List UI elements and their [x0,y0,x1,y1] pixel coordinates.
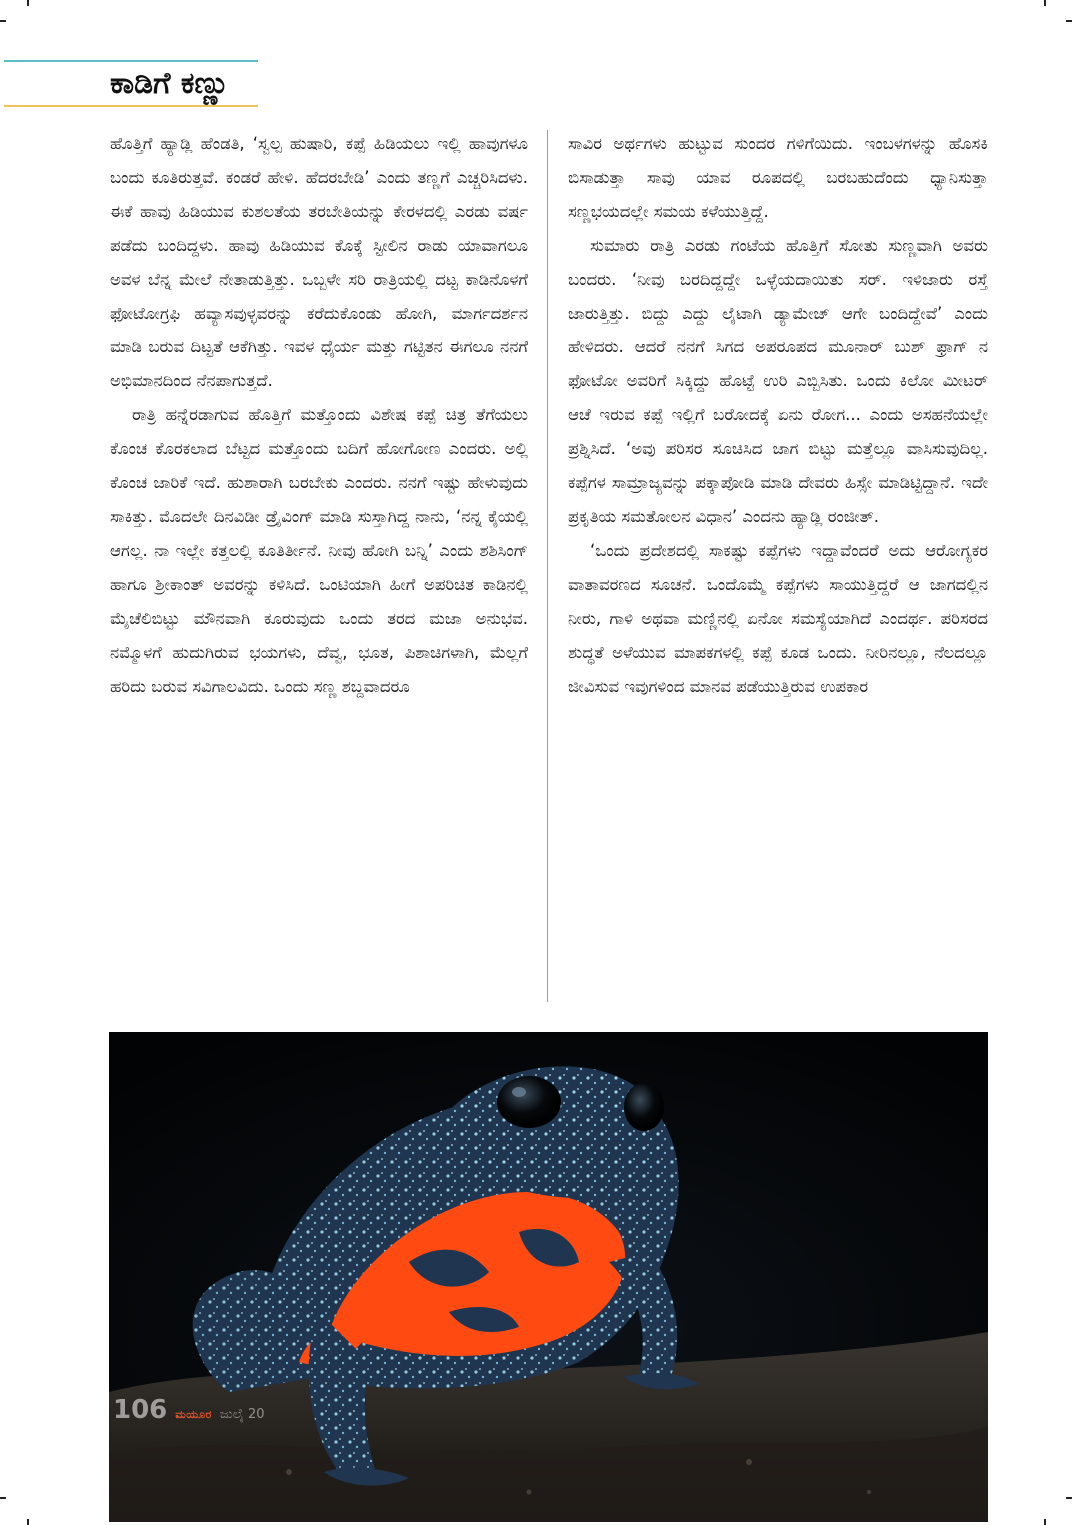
article-paragraph: ರಾತ್ರಿ ಹನ್ನೆರಡಾಗುವ ಹೊತ್ತಿಗೆ ಮತ್ತೊಂದು ವಿಶೇಷ ಕಪ್ಪೆ ಚಿತ್ರ ತೆಗೆಯಲು ಕೊಂಚ ಕೊರಕಲಾದ ಬೆಟ್ಟದ ಮತ್ತೊಂದು ಬದಿಗೆ ಹೋಗೋಣ ಎಂದರು. ಅಲ್ಲಿ ಕೊಂಚ ಜಾರಿಕೆ ಇದೆ. ಹುಶಾರಾಗಿ ಬರಬೇಕು ಎಂದರು. ನನಗೆ ಇಷ್ಟು ಹೇಳುವುದು ಸಾಕಿತ್ತು. ಮೊದಲೇ ದಿನವಿಡೀ ಡ್ರೈವಿಂಗ್ ಮಾಡಿ ಸುಸ್ತಾಗಿದ್ದ ನಾನು, ‘ನನ್ನ ಕೈಯಲ್ಲಿ ಆಗಲ್ಲ. ನಾ ಇಲ್ಲೇ ಕತ್ತಲಲ್ಲಿ ಕೂತಿರ್ತೀನೆ. ನೀವು ಹೋಗಿ ಬನ್ನಿ’ ಎಂದು ಶಶಿಸಿಂಗ್ ಹಾಗೂ ಶ್ರೀಕಾಂತ್ ಅವರನ್ನು ಕಳಿಸಿದೆ. ಒಂಟಿಯಾಗಿ ಹೀಗೆ ಅಪರಿಚಿತ ಕಾಡಿನಲ್ಲಿ ಮೈಚೆಲಿಬಿಟ್ಟು ಮೌನವಾಗಿ ಕೂರುವುದು ಒಂದು ತರದ ಮಜಾ ಅನುಭವ. ನಮ್ಮೊಳಗೆ ಹುದುಗಿರುವ ಭಯಗಳು, ದೆವ್ವ, ಭೂತ, ಪಿಶಾಚಿಗಳಾಗಿ, ಮೆಲ್ಲಗೆ ಹರಿದು ಬರುವ ಸವಿಗಾಲವಿದು. ಒಂದು ಸಣ್ಣ ಶಬ್ದವಾದರೂ [110,405,528,696]
crop-mark-bottom-left [27,1519,29,1525]
magazine-name: ಮಯೂರ [175,1408,212,1421]
crop-mark-right-upper [1066,20,1072,22]
crop-mark-top-right [1044,0,1046,6]
page-number: 106 [113,1395,168,1425]
crop-mark-left-lower [0,1497,6,1499]
frog-eye-right [624,1083,664,1131]
frog-illustration [109,1032,988,1522]
issue-date: ಜುಲೈ 20 [219,1407,265,1422]
frog-eye-left [497,1076,561,1128]
section-title: ಕಾಡಿಗೆ ಕಣ್ಣು [110,66,230,101]
article-column-right [568,127,988,1007]
page-folio [113,1395,265,1423]
article-paragraph: ಸಾವಿರ ಅರ್ಥಗಳು ಹುಟ್ಟುವ ಸುಂದರ ಗಳಿಗೆಯಿದು. ಇಂಬಳಗಳನ್ನು ಹೊಸಕಿ ಬಿಸಾಡುತ್ತಾ ಸಾವು ಯಾವ ರೂಪದಲ್ಲಿ ಬರಬಹುದೆಂದು ಧ್ಯಾನಿಸುತ್ತಾ ಸಣ್ಣಭಯದಲ್ಲೇ ಸಮಯ ಕಳೆಯುತ್ತಿದ್ದೆ. [568,134,988,221]
article-paragraph: ಸುಮಾರು ರಾತ್ರಿ ಎರಡು ಗಂಟೆಯ ಹೊತ್ತಿಗೆ ಸೋತು ಸುಣ್ಣವಾಗಿ ಅವರು ಬಂದರು. ‘ನೀವು ಬರದಿದ್ದದ್ದೇ ಒಳ್ಳೆಯದಾಯಿತು ಸರ್. ಇಳಿಜಾರು ರಸ್ತೆ ಜಾರುತ್ತಿತ್ತು. ಬಿದ್ದು ಎದ್ದು ಲೈಟಾಗಿ ಡ್ಯಾಮೇಜ್ ಆಗೇ ಬಂದಿದ್ದೇವೆ’ ಎಂದು ಹೇಳಿದರು. ಆದರೆ ನನಗೆ ಸಿಗದ ಅಪರೂಪದ ಮೂನಾರ್ ಬುಶ್ ಫ್ರಾಗ್ ನ ಫೋಟೋ ಅವರಿಗೆ ಸಿಕ್ಕಿದ್ದು ಹೊಟ್ಟೆ ಉರಿ ಎಬ್ಬಿಸಿತು. ಒಂದು ಕಿಲೋ ಮೀಟರ್ ಆಚೆ ಇರುವ ಕಪ್ಪೆ ಇಲ್ಲಿಗೆ ಬರೋದಕ್ಕೆ ಏನು ರೋಗ... ಎಂದು ಅಸಹನೆಯಲ್ಲೇ ಪ್ರಶ್ನಿಸಿದೆ. ‘ಅವು ಪರಿಸರ ಸೂಚಿಸಿದ ಜಾಗ ಬಿಟ್ಟು ಮತ್ತೆಲ್ಲೂ ವಾಸಿಸುವುದಿಲ್ಲ. ಕಪ್ಪೆಗಳ ಸಾಮ್ರಾಜ್ಯವನ್ನು ಪಕ್ಕಾಪೋಡಿ ಮಾಡಿ ದೇವರು ಹಿಸ್ಸೇ ಮಾಡಿಟ್ಟಿದ್ದಾನೆ. ಇದೇ ಪ್ರಕೃತಿಯ ಸಮತೋಲನ ವಿಧಾನ’ ಎಂದನು ಹ್ಯಾಡ್ಲಿ ರಂಜೀತ್. [568,235,988,526]
column-divider [547,130,548,1002]
crop-mark-right-lower [1066,1497,1072,1499]
crop-mark-left-upper [0,20,6,22]
crop-mark-top-left [27,0,29,6]
article-paragraph: ಹೊತ್ತಿಗೆ ಹ್ಯಾಡ್ಲಿ ಹೆಂಡತಿ, ‘ಸ್ವಲ್ಪ ಹುಷಾರಿ, ಕಪ್ಪೆ ಹಿಡಿಯಲು ಇಲ್ಲಿ ಹಾವುಗಳೂ ಬಂದು ಕೂತಿರುತ್ತವೆ. ಕಂಡರೆ ಹೇಳಿ. ಹೆದರಬೇಡಿ’ ಎಂದು ತಣ್ಣಗೆ ಎಚ್ಚರಿಸಿದಳು. ಈಕೆ ಹಾವು ಹಿಡಿಯುವ ಕುಶಲತೆಯ ತರಬೇತಿಯನ್ನು ಕೇರಳದಲ್ಲಿ ಎರಡು ವರ್ಷ ಪಡೆದು ಬಂದಿದ್ದಳು. ಹಾವು ಹಿಡಿಯುವ ಕೊಕ್ಕೆ ಸ್ಟೀಲಿನ ರಾಡು ಯಾವಾಗಲೂ ಅವಳ ಬೆನ್ನ ಮೇಲೆ ನೇತಾಡುತ್ತಿತ್ತು. ಒಬ್ಬಳೇ ಸರಿ ರಾತ್ರಿಯಲ್ಲಿ ದಟ್ಟ ಕಾಡಿನೊಳಗೆ ಫೋಟೋಗ್ರಫಿ ಹವ್ಯಾಸವುಳ್ಳವರನ್ನು ಕರೆದುಕೊಂಡು ಹೋಗಿ, ಮಾರ್ಗದರ್ಶನ ಮಾಡಿ ಬರುವ ದಿಟ್ಟತೆ ಆಕೆಗಿತ್ತು. ಇವಳ ಧೈರ್ಯ ಮತ್ತು ಗಟ್ಟಿತನ ಈಗಲೂ ನನಗೆ ಅಭಿಮಾನದಿಂದ ನೆನಪಾಗುತ್ತದೆ. [110,134,528,391]
frog-photo [109,1032,988,1522]
article-paragraph: ‘ಒಂದು ಪ್ರದೇಶದಲ್ಲಿ ಸಾಕಷ್ಟು ಕಪ್ಪೆಗಳು ಇದ್ದಾವೆಂದರೆ ಅದು ಆರೋಗ್ಯಕರ ವಾತಾವರಣದ ಸೂಚನೆ. ಒಂದೊಮ್ಮೆ ಕಪ್ಪೆಗಳು ಸಾಯುತ್ತಿದ್ದರೆ ಆ ಜಾಗದಲ್ಲಿನ ನೀರು, ಗಾಳಿ ಅಥವಾ ಮಣ್ಣಿನಲ್ಲಿ ಏನೋ ಸಮಸ್ಯೆಯಾಗಿದೆ ಎಂದರ್ಥ. ಪರಿಸರದ ಶುದ್ಧತೆ ಅಳೆಯುವ ಮಾಪಕಗಳಲ್ಲಿ ಕಪ್ಪೆ ಕೂಡ ಒಂದು. ನೀರಿನಲ್ಲೂ, ನೆಲದಲ್ಲೂ ಜೀವಿಸುವ ಇವುಗಳಿಂದ ಮಾನವ ಪಡೆಯುತ್ತಿರುವ ಉಪಕಾರ [568,540,988,696]
crop-mark-bottom-right [1044,1519,1046,1525]
section-rule-bottom [4,105,258,107]
article-column-left [110,127,528,1007]
section-rule-top [4,60,258,62]
